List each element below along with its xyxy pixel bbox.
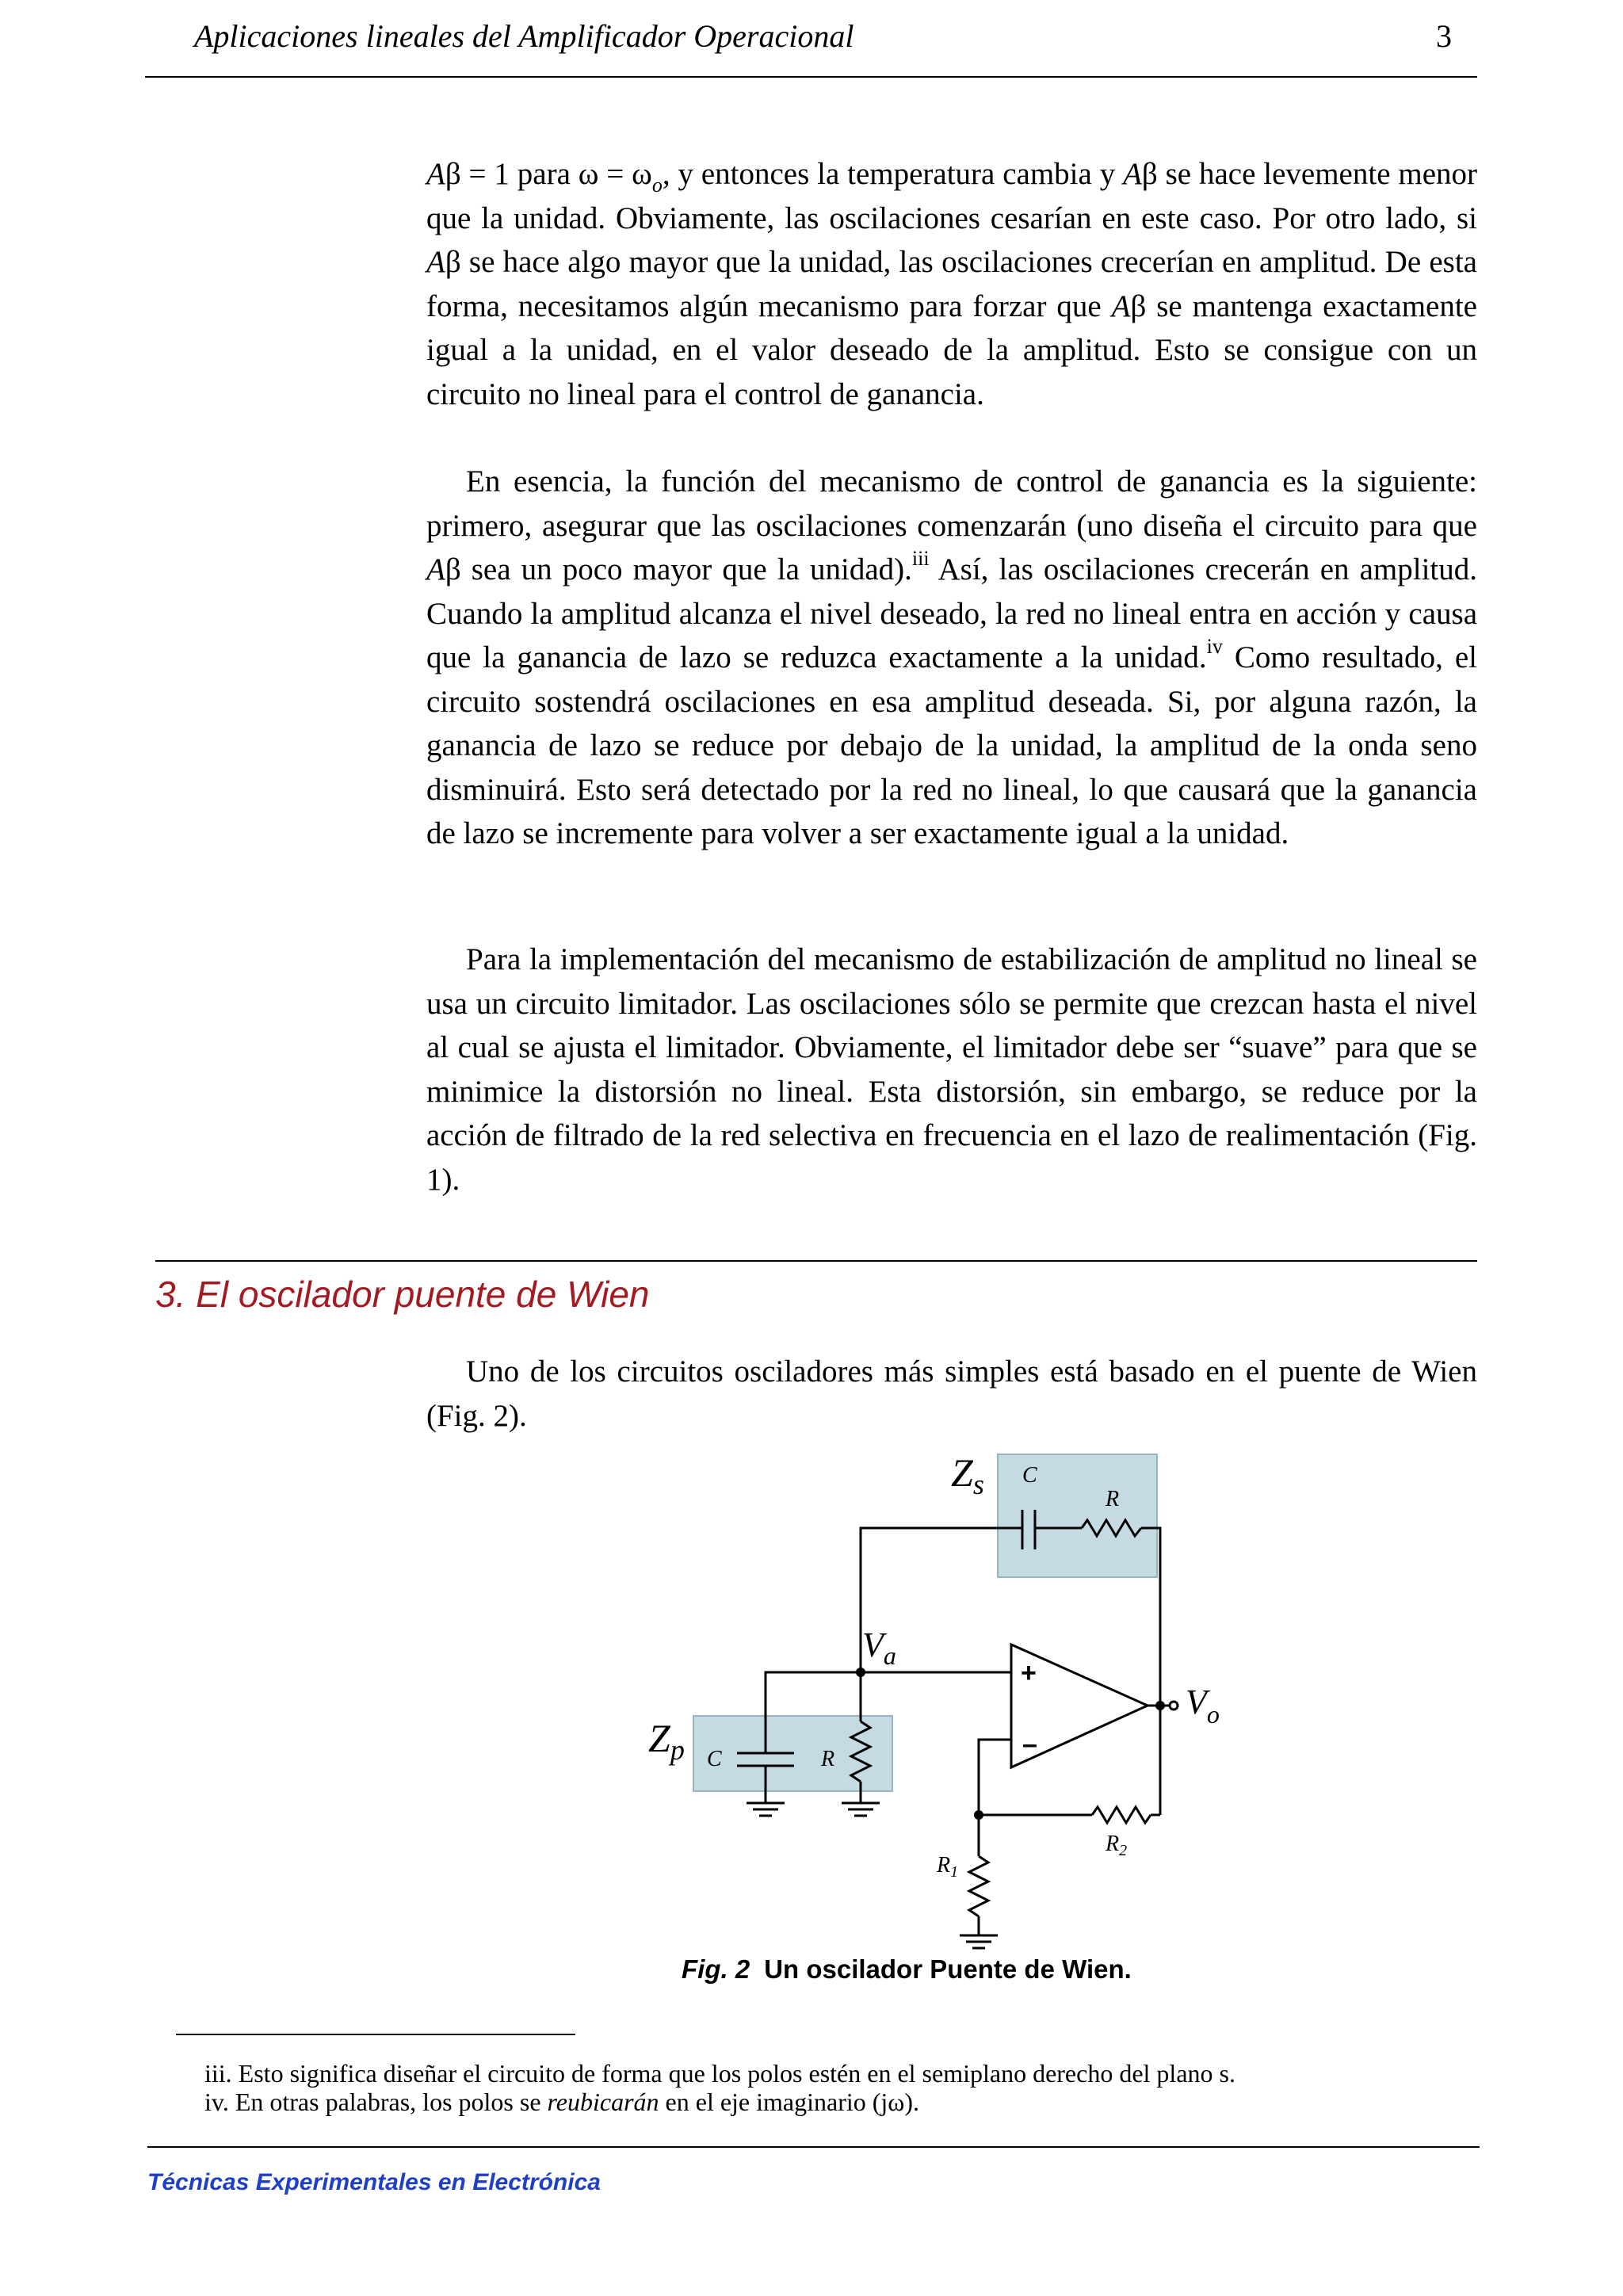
footnote-ref-iv[interactable]: iv [1206,635,1223,658]
text-run: β se mantenga exactamente igual a la unidad, en el valor deseado de la amplitud. Esto se consigue con un circuito no lineal para el control de ganancia. [426,288,1477,411]
text-run: Así, las oscilaciones crecerán en amplitud. Cuando la amplitud alcanza el nivel deseado, la red no lineal entra en acción y causa que la ganancia de lazo se reduzca exactamente a la unidad. [426,552,1478,674]
symbol-a: A [426,552,445,586]
footnote-rule [176,2034,575,2035]
paragraph-4-text: Uno de los circuitos osciladores más simples está basado en el puente de Wien (Fig. 2). [426,1354,1477,1433]
output-terminal [1170,1702,1178,1710]
label-r2: $R_2$ [1106,1832,1128,1859]
header-rule [145,76,1477,78]
label-r-bottom: R [821,1747,835,1771]
figure-label: Fig. 2 [682,1954,750,1984]
symbol-a: A [1111,288,1131,323]
paragraph-3-text: Para la implementación del mecanismo de estabilización de amplitud no lineal se usa un circuito limitador. Las oscilaciones sólo se permite que crezcan hasta el nivel al cual se ajusta el limitador. Obviamente, el limitador debe ser “suave” para que se minimice la distorsión no lineal. Esta distorsión, sin embargo, se reduce por la acción de filtrado de la red selectiva en frecuencia en el lazo de realimentación (Fig. 1). [426,942,1477,1197]
text-run: β se hace levemente menor que la unidad. Obviamente, las oscilaciones cesarían en este caso. Por otro lado, si [426,157,1478,235]
text-run: β = 1 para ω = ω [445,157,652,191]
subscript-o: o [651,174,663,197]
symbol-a: A [426,157,445,191]
footnote-iii: iii. Esto significa diseñar el circuito de forma que los polos estén en el semiplano derecho del plano s. [204,2059,1235,2088]
text-run: en el eje imaginario (jω). [659,2088,920,2116]
text-run: β sea un poco mayor que la unidad). [445,552,912,586]
paragraph-2 [426,460,1477,856]
footnote-iv [204,2088,919,2117]
label-vo: $V_o$ [1186,1683,1220,1729]
page-number: 3 [1436,18,1452,54]
symbol-a: A [1123,157,1142,191]
label-minus: – [1022,1729,1037,1759]
node-output [1155,1701,1165,1710]
label-zs: $Z_s$ [951,1450,984,1500]
symbol-a: A [426,245,445,279]
section-title: 3. El oscilador puente de Wien [155,1274,650,1315]
label-c-bottom: C [707,1747,722,1771]
emphasis: reubicarán [547,2088,659,2116]
label-va: $V_a$ [862,1626,896,1670]
section-rule [155,1260,1477,1262]
label-zp: $Z_p$ [648,1716,685,1766]
node-va [856,1668,865,1677]
footer-rule [147,2146,1480,2148]
paragraph-1 [426,152,1477,416]
label-c-top: C [1022,1463,1037,1488]
node-inverting [974,1810,983,1820]
paragraph-4 [426,1350,1477,1438]
text-run: iv. En otras palabras, los polos se [204,2088,548,2116]
footnote-ref-iii[interactable]: iii [911,547,930,570]
label-plus: + [1021,1658,1037,1688]
label-r-top: R [1106,1487,1120,1511]
figure-caption-text: Un oscilador Puente de Wien. [764,1954,1132,1984]
figure-caption [682,1954,1132,1985]
running-header: Aplicaciones lineales del Amplificador Operacional [194,18,854,54]
text-run: En esencia, la función del mecanismo de control de ganancia es la siguiente: primero, asegurar que las oscilaciones comenzarán (uno diseña el circuito para que [426,464,1477,543]
label-r1: $R_1$ [937,1853,959,1881]
text-run: β se hace algo mayor que la unidad, las oscilaciones crecerían en amplitud. De esta forma, necesitamos algún mecanismo para forzar que [426,245,1477,323]
paragraph-3 [426,938,1477,1201]
text-run: , y entonces la temperatura cambia y [662,157,1124,191]
resistor-r2 [1092,1807,1151,1823]
wien-bridge-circuit [618,1442,1331,1950]
text-run: Como resultado, el circuito sostendrá oscilaciones en esa amplitud deseada. Si, por alguna razón, la ganancia de lazo se reduce por debajo de la unidad, la amplitud de la onda seno disminuirá. Esto será detectado por la red no lineal, lo que causará que la ganancia de lazo se incremente para volver a ser exactamente igual a la unidad. [426,640,1478,850]
resistor-r1 [969,1856,988,1916]
footer-title: Técnicas Experimentales en Electrónica [147,2169,601,2195]
